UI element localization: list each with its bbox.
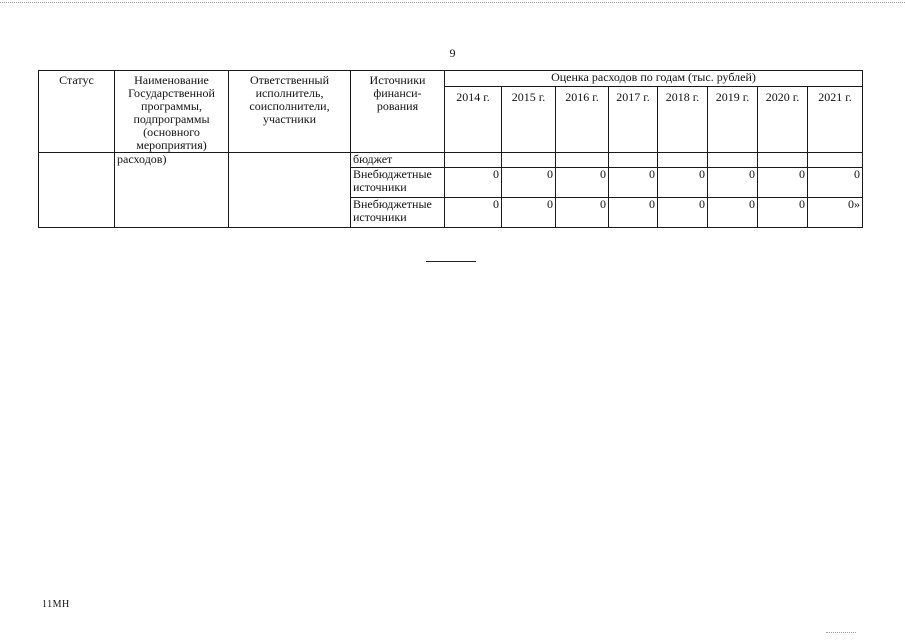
table-row xyxy=(39,153,863,168)
header-year: 2014 г. xyxy=(445,87,502,153)
header-expenses-by-year: Оценка расходов по годам (тыс. рублей) xyxy=(445,71,863,87)
year-value: 0 xyxy=(758,168,808,198)
header-year: 2020 г. xyxy=(758,87,808,153)
year-value: 0 xyxy=(758,198,808,228)
header-year: 2016 г. xyxy=(556,87,609,153)
year-value: 0 xyxy=(445,198,502,228)
year-value: 0 xyxy=(609,168,658,198)
year-value xyxy=(808,153,863,168)
year-value: 0» xyxy=(808,198,863,228)
year-value: 0 xyxy=(445,168,502,198)
status-cell xyxy=(39,153,115,228)
year-value: 0 xyxy=(556,198,609,228)
year-value: 0 xyxy=(658,198,708,228)
header-year: 2015 г. xyxy=(502,87,556,153)
expenses-table xyxy=(38,70,863,228)
year-value: 0 xyxy=(708,168,758,198)
scan-corner-mark xyxy=(826,632,856,633)
funding-source: Внебюджетные источники xyxy=(351,168,445,198)
year-value xyxy=(556,153,609,168)
header-year: 2021 г. xyxy=(808,87,863,153)
year-value: 0 xyxy=(808,168,863,198)
table-header-row xyxy=(39,71,863,87)
year-value: 0 xyxy=(502,168,556,198)
year-value: 0 xyxy=(609,198,658,228)
header-year: 2018 г. xyxy=(658,87,708,153)
year-value xyxy=(609,153,658,168)
year-value xyxy=(445,153,502,168)
year-value xyxy=(658,153,708,168)
year-value: 0 xyxy=(658,168,708,198)
page-number: 9 xyxy=(449,46,456,60)
section-divider xyxy=(426,261,476,262)
header-year: 2019 г. xyxy=(708,87,758,153)
header-year: 2017 г. xyxy=(609,87,658,153)
program-name-continuation: расходов) xyxy=(115,153,229,228)
year-value: 0 xyxy=(708,198,758,228)
header-funding-sources: Источники финанси-рования xyxy=(351,71,445,153)
funding-source: бюджет xyxy=(351,153,445,168)
footer-code: 11МН xyxy=(42,599,70,610)
funding-source: Внебюджетные источники xyxy=(351,198,445,228)
year-value xyxy=(758,153,808,168)
year-value xyxy=(708,153,758,168)
header-status: Статус xyxy=(39,71,115,153)
year-value: 0 xyxy=(502,198,556,228)
scan-top-edge xyxy=(0,2,905,9)
header-program-name: Наименование Государственной программы, подпрограммы (основного мероприятия) xyxy=(115,71,229,153)
year-value xyxy=(502,153,556,168)
header-executor: Ответственный исполнитель, соисполнители, участники xyxy=(229,71,351,153)
executor-cell xyxy=(229,153,351,228)
year-value: 0 xyxy=(556,168,609,198)
